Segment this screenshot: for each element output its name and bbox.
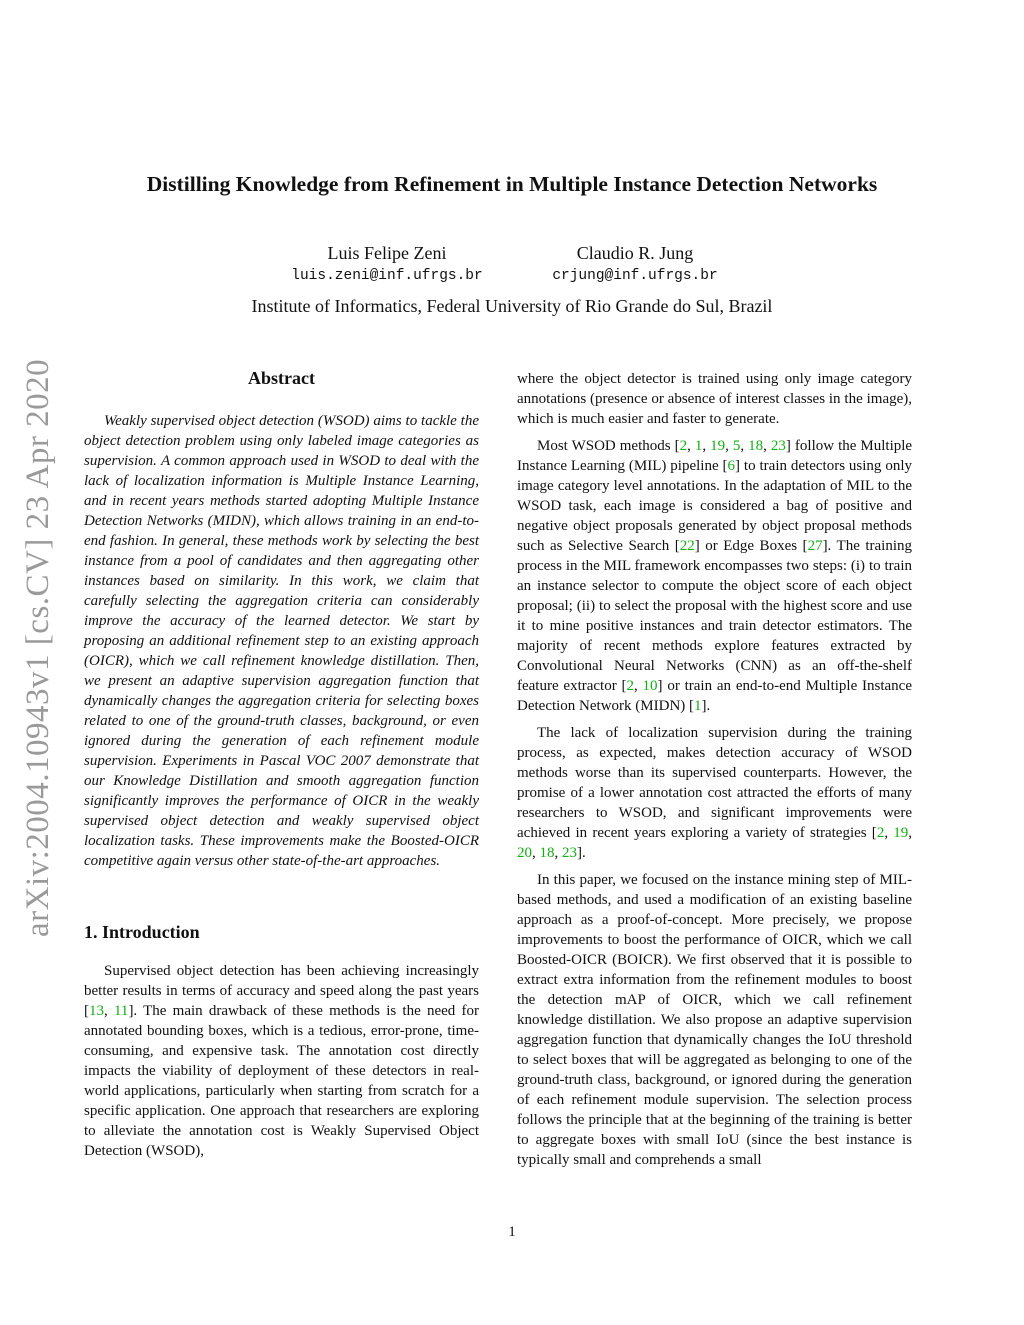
introduction-heading: 1. Introduction [84,922,200,942]
page-number: 1 [508,1224,516,1240]
paragraph-contributions: In this paper, we focused on the instance mining step of MIL-based methods, and used a modification of an existing baseline approach as a proof-of-concept. More precisely, we propose improvements to boost the performance of OICR, which we call Boosted-OICR (BOICR). We first observed that it is possible to extract extra information from the refinement modules to boost the detection mAP of OICR, which we call refinement knowledge distillation. We also propose an adaptive supervision aggregation function that dynamically changes the IoU threshold to select boxes that will be aggregated as belonging to one of the ground-truth class, background, or ignored during the generation of each refinement module supervision. The selection process follows the principle that at the beginning of the training is better to aggregate boxes with small IoU (since the best instance is typically small and comprehends a small [517,872,912,1168]
citation-link[interactable]: 5 [732,438,741,454]
author-block [262,240,512,286]
citation-link[interactable]: 19 [710,438,726,454]
citation-link[interactable]: 2 [679,438,688,454]
paragraph-wsod-methods: Most WSOD methods [2, 1, 19, 5, 18, 23] follow the Multiple Instance Learning (MIL) pipeline [6] to train detectors using only image category level annotations. In the adaptation of MIL to the WSOD task, each image is considered a bag of positive and negative object proposals generated by object proposal methods such as Selective Search [22] or Edge Boxes [27]. The training process in the MIL framework encompasses two steps: (i) to train an instance selector to compute the object score of each object proposal; (ii) to select the proposal with the highest score and use it to mine positive instances and train detector estimators. The majority of recent methods explore features extracted by Convolutional Neural Networks (CNN) as an off-the-shelf feature extractor [2, 10] or train an end-to-end Multiple Instance Detection Network (MIDN) [1]. [517,438,913,714]
author-name: Luis Felipe Zeni [327,243,447,263]
citation-link[interactable]: 1 [694,698,702,714]
citation-link[interactable]: 2 [626,678,634,694]
left-column [84,365,479,1168]
abstract-heading: Abstract [248,368,315,388]
arxiv-identifier: arXiv:2004.10943v1 [cs.CV] 23 Apr 2020 [20,358,56,937]
paragraph-localization: The lack of localization supervision during the training process, as expected, makes detection accuracy of WSOD methods worse than its supervised counterparts. However, the promise of a lower annotation cost attracted the efforts of many researchers to WSOD, and significant improvements were achieved in recent years exploring a variety of strategies [2, 19, 20, 18, 23]. [517,725,912,861]
citation-link[interactable]: 22 [679,538,695,554]
intro-paragraph-1: Supervised object detection has been achieving increasingly better results in terms of accuracy and speed along the past years [13, 11]. The main drawback of these methods is the need for annotated bounding boxes, which is a tedious, error-prone, time-consuming, and expensive task. The annotation cost directly impacts the viability of deployment of these detectors in real-world applications, particularly when starting from scratch for a specific application. One approach that researchers are exploring to alleviate the annotation cost is Weakly Supervised Object Detection (WSOD), [84,963,480,1159]
citation-link[interactable]: 23 [770,438,786,454]
citation-link[interactable]: 18 [539,845,555,861]
citation-link[interactable]: 13 [89,1003,104,1019]
abstract-text: Weakly supervised object detection (WSOD) aims to tackle the object detection problem using only labeled image categories as supervision. A common approach used in WSOD to deal with the lack of localization information is Multiple Instance Learning, and in recent years methods started adopting Multiple Instance Detection Networks (MIDN), which allows training in an end-to-end fashion. In general, these methods work by selecting the best instance from a pool of candidates and then aggregating other instances based on similarity. In this work, we claim that carefully selecting the aggregation criteria can considerably improve the accuracy of the learned detector. We start by proposing an additional refinement step to an existing approach (OICR), which we call refinement knowledge distillation. Then, we present an adaptive supervision aggregation function that dynamically changes the aggregation criteria for selecting boxes related to one of the ground-truth classes, background, or even ignored during the generation of each refinement module supervision. Experiments in Pascal VOC 2007 demonstrate that our Knowledge Distillation and smooth aggregation function significantly improves the performance of OICR in the weakly supervised object detection and weakly supervised object localization tasks. These improvements make the Boosted-OICR competitive again versus other state-of-the-art approaches. [84,413,479,869]
citation-link[interactable]: 6 [727,458,736,474]
citation-link[interactable]: 20 [517,845,532,861]
citation-link[interactable]: 2 [876,825,885,841]
citation-link[interactable]: 19 [893,825,909,841]
citation-link[interactable]: 23 [562,845,577,861]
author-email: luis.zeni@inf.ufrgs.br [291,268,483,284]
paragraph-continued: where the object detector is trained using only image category annotations (presence or absence of interest classes in the image), which is much easier and faster to generate. [517,371,912,427]
citation-link[interactable]: 10 [642,678,658,694]
author-name: Claudio R. Jung [576,243,694,263]
citation-link[interactable]: 27 [807,538,823,554]
paper-title: Distilling Knowledge from Refinement in Multiple Instance Detection Networks [146,172,878,196]
citation-link[interactable]: 18 [748,438,764,454]
citation-link[interactable]: 1 [694,438,703,454]
author-email: crjung@inf.ufrgs.br [552,268,718,284]
affiliation: Institute of Informatics, Federal University of Rio Grande do Sul, Brazil [251,296,773,316]
right-column [517,369,912,1177]
author-block [510,240,760,286]
citation-link[interactable]: 11 [113,1003,129,1019]
